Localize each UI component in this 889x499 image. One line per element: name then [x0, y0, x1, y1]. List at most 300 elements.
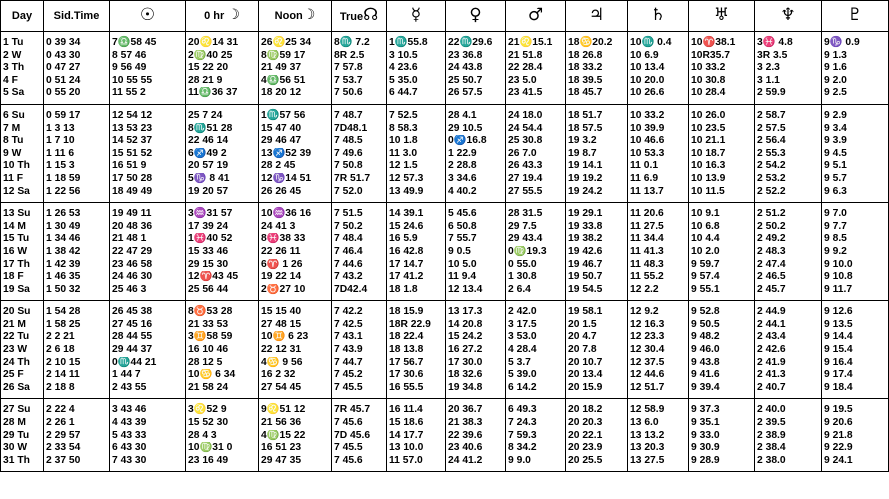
header-true-node [332, 1, 387, 32]
cell-sidereal-time: 0 59 17 [44, 104, 110, 122]
table-row [1, 50, 889, 63]
cell-moon-noon: 9♌51 12 [259, 399, 332, 417]
cell-day: 28 M [1, 417, 44, 430]
cell-day: 11 F [1, 173, 44, 186]
cell-jupiter: 19 58.1 [566, 301, 628, 319]
cell-pluto: 9 8.5 [822, 233, 889, 246]
cell-sun: 7♎58 45 [110, 32, 186, 50]
cell-uranus: 10 21.1 [689, 135, 755, 148]
cell-jupiter: 18♋20.2 [566, 32, 628, 50]
cell-sidereal-time: 2 33 54 [44, 442, 110, 455]
cell-moon-0hr: 25 56 44 [186, 284, 259, 301]
cell-moon-noon: 18 20 12 [259, 87, 332, 104]
cell-neptune: 2 40.0 [755, 399, 822, 417]
cell-mercury: 3 10.5 [387, 50, 446, 63]
cell-sun: 1 44 7 [110, 369, 186, 382]
cell-moon-0hr: 25 7 24 [186, 104, 259, 122]
table-row [1, 75, 889, 88]
cell-sidereal-time: 2 22 4 [44, 399, 110, 417]
cell-neptune: 3 2.3 [755, 62, 822, 75]
cell-true-node: 7R 45.7 [332, 399, 387, 417]
cell-mars: 2 42.0 [506, 301, 566, 319]
cell-jupiter: 18 39.5 [566, 75, 628, 88]
header-moon-0hr [186, 1, 259, 32]
cell-sidereal-time: 1 42 39 [44, 259, 110, 272]
cell-neptune: 2 43.4 [755, 331, 822, 344]
table-header [1, 1, 889, 32]
cell-pluto: 9 4.5 [822, 148, 889, 161]
cell-mars: 3 53.0 [506, 331, 566, 344]
cell-day: 17 Th [1, 259, 44, 272]
saturn-icon: ♄ [650, 4, 666, 25]
cell-moon-0hr: 10♋ 6 34 [186, 369, 259, 382]
cell-saturn: 11 13.7 [628, 186, 689, 203]
cell-jupiter: 19 50.7 [566, 271, 628, 284]
cell-saturn: 12 9.2 [628, 301, 689, 319]
sun-icon: ☉ [139, 4, 156, 25]
table-body [1, 32, 889, 472]
cell-uranus: 10 6.8 [689, 221, 755, 234]
cell-saturn: 10 46.6 [628, 135, 689, 148]
cell-neptune: 2 54.2 [755, 160, 822, 173]
cell-day: 24 Th [1, 357, 44, 370]
cell-saturn: 10 39.9 [628, 123, 689, 136]
cell-moon-noon: 2♉27 10 [259, 284, 332, 301]
cell-jupiter: 18 45.7 [566, 87, 628, 104]
cell-saturn: 10 33.2 [628, 104, 689, 122]
cell-mercury: 11 57.0 [387, 455, 446, 472]
cell-mars: 2 6.4 [506, 284, 566, 301]
cell-moon-noon: 26♌25 34 [259, 32, 332, 50]
cell-neptune: 2 50.2 [755, 221, 822, 234]
cell-day: 29 Tu [1, 430, 44, 443]
cell-sidereal-time: 1 26 53 [44, 203, 110, 221]
cell-saturn: 13 27.5 [628, 455, 689, 472]
cell-sidereal-time: 0 39 34 [44, 32, 110, 50]
cell-true-node: 7 42.2 [332, 301, 387, 319]
table-row [1, 62, 889, 75]
cell-pluto: 9 15.4 [822, 344, 889, 357]
cell-jupiter: 19 3.2 [566, 135, 628, 148]
cell-true-node: 7 50.8 [332, 160, 387, 173]
cell-day: 1 Tu [1, 32, 44, 50]
cell-mars: 8 34.2 [506, 442, 566, 455]
cell-moon-noon: 10♊ 6 23 [259, 331, 332, 344]
cell-saturn: 11 0.1 [628, 160, 689, 173]
cell-day: 15 Tu [1, 233, 44, 246]
cell-venus: 20 36.7 [446, 399, 506, 417]
cell-moon-noon: 22 12 31 [259, 344, 332, 357]
cell-sun: 20 48 36 [110, 221, 186, 234]
cell-mercury: 7 52.5 [387, 104, 446, 122]
header-true-node-label: True [339, 10, 364, 23]
cell-saturn: 12 37.5 [628, 357, 689, 370]
cell-pluto: 9 2.0 [822, 75, 889, 88]
cell-neptune: 2 38.0 [755, 455, 822, 472]
table-row [1, 271, 889, 284]
cell-saturn: 11 55.2 [628, 271, 689, 284]
cell-venus: 2 28.8 [446, 160, 506, 173]
table-row [1, 87, 889, 104]
cell-sun: 23 46 58 [110, 259, 186, 272]
cell-true-node: 7 50.6 [332, 87, 387, 104]
cell-true-node: 7 45.5 [332, 382, 387, 399]
cell-true-node: 7 43.1 [332, 331, 387, 344]
cell-true-node: 7 49.6 [332, 148, 387, 161]
cell-day: 21 M [1, 319, 44, 332]
table-row [1, 104, 889, 122]
cell-true-node: 7 51.5 [332, 203, 387, 221]
cell-moon-0hr: 8♏51 28 [186, 123, 259, 136]
cell-jupiter: 20 10.7 [566, 357, 628, 370]
cell-moon-0hr: 15 22 20 [186, 62, 259, 75]
cell-moon-0hr: 12♈43 45 [186, 271, 259, 284]
cell-mercury: 14 17.7 [387, 430, 446, 443]
cell-mercury: 12 57.3 [387, 173, 446, 186]
cell-jupiter: 18 33.2 [566, 62, 628, 75]
cell-mars: 21♌15.1 [506, 32, 566, 50]
header-saturn [628, 1, 689, 32]
cell-pluto: 9 11.7 [822, 284, 889, 301]
cell-sidereal-time: 2 10 15 [44, 357, 110, 370]
cell-pluto: 9 3.4 [822, 123, 889, 136]
table-row [1, 221, 889, 234]
cell-uranus: 10 26.0 [689, 104, 755, 122]
venus-icon: ♀ [469, 4, 482, 25]
cell-jupiter: 19 14.1 [566, 160, 628, 173]
cell-true-node: 7R 51.7 [332, 173, 387, 186]
cell-jupiter: 19 8.7 [566, 148, 628, 161]
table-row [1, 203, 889, 221]
cell-mercury: 15 24.6 [387, 221, 446, 234]
table-row [1, 357, 889, 370]
cell-jupiter: 20 22.1 [566, 430, 628, 443]
cell-sun: 2 43 55 [110, 382, 186, 399]
cell-true-node: 7 45.5 [332, 442, 387, 455]
cell-venus: 4 40.2 [446, 186, 506, 203]
cell-uranus: 10R35.7 [689, 50, 755, 63]
cell-uranus: 9 55.1 [689, 284, 755, 301]
cell-saturn: 11 6.9 [628, 173, 689, 186]
header-venus [446, 1, 506, 32]
cell-sidereal-time: 1 54 28 [44, 301, 110, 319]
cell-saturn: 12 23.3 [628, 331, 689, 344]
cell-moon-0hr: 3♊58 59 [186, 331, 259, 344]
cell-moon-noon: 15 15 40 [259, 301, 332, 319]
cell-moon-0hr: 21 58 24 [186, 382, 259, 399]
cell-moon-noon: 29 46 47 [259, 135, 332, 148]
header-mercury [387, 1, 446, 32]
cell-pluto: 9 3.9 [822, 135, 889, 148]
cell-day: 25 F [1, 369, 44, 382]
cell-venus: 22 39.6 [446, 430, 506, 443]
cell-moon-0hr: 15 33 46 [186, 246, 259, 259]
cell-venus: 3 34.6 [446, 173, 506, 186]
cell-neptune: 2 57.5 [755, 123, 822, 136]
cell-mars: 21 51.8 [506, 50, 566, 63]
header-mars [506, 1, 566, 32]
cell-jupiter: 19 38.2 [566, 233, 628, 246]
cell-neptune: 3♓ 4.8 [755, 32, 822, 50]
cell-mars: 26 7.0 [506, 148, 566, 161]
cell-mars: 5 3.7 [506, 357, 566, 370]
table-row [1, 160, 889, 173]
cell-neptune: 2 48.3 [755, 246, 822, 259]
cell-moon-0hr: 11♎36 37 [186, 87, 259, 104]
cell-moon-0hr: 8♉53 28 [186, 301, 259, 319]
header-uranus [689, 1, 755, 32]
cell-day: 30 W [1, 442, 44, 455]
cell-moon-0hr: 21 33 53 [186, 319, 259, 332]
cell-sun: 15 51 52 [110, 148, 186, 161]
cell-jupiter: 19 46.7 [566, 259, 628, 272]
cell-day: 27 Su [1, 399, 44, 417]
cell-sidereal-time: 2 26 1 [44, 417, 110, 430]
cell-pluto: 9 21.8 [822, 430, 889, 443]
cell-neptune: 2 53.2 [755, 173, 822, 186]
header-sidereal-time: Sid.Time [44, 1, 110, 32]
cell-jupiter: 20 23.9 [566, 442, 628, 455]
cell-moon-noon: 28 2 45 [259, 160, 332, 173]
cell-sidereal-time: 2 2 21 [44, 331, 110, 344]
cell-pluto: 9 2.5 [822, 87, 889, 104]
cell-moon-0hr: 1♓40 52 [186, 233, 259, 246]
cell-sidereal-time: 0 51 24 [44, 75, 110, 88]
cell-venus: 1 22.9 [446, 148, 506, 161]
cell-sun: 13 53 23 [110, 123, 186, 136]
cell-neptune: 2 40.7 [755, 382, 822, 399]
cell-saturn: 11 41.3 [628, 246, 689, 259]
cell-saturn: 11 34.4 [628, 233, 689, 246]
cell-venus: 28 4.1 [446, 104, 506, 122]
header-moon-noon-label: Noon [274, 10, 303, 23]
cell-neptune: 2 58.7 [755, 104, 822, 122]
cell-neptune: 2 49.2 [755, 233, 822, 246]
cell-day: 2 W [1, 50, 44, 63]
cell-sidereal-time: 2 37 50 [44, 455, 110, 472]
cell-uranus: 9 50.5 [689, 319, 755, 332]
cell-mars: 7 24.3 [506, 417, 566, 430]
cell-saturn: 12 44.6 [628, 369, 689, 382]
cell-day: 14 M [1, 221, 44, 234]
cell-day: 19 Sa [1, 284, 44, 301]
cell-saturn: 10 26.6 [628, 87, 689, 104]
cell-mercury: 4 23.6 [387, 62, 446, 75]
cell-mercury: 18 1.8 [387, 284, 446, 301]
cell-sun: 12 54 12 [110, 104, 186, 122]
cell-mars: 26 43.3 [506, 160, 566, 173]
cell-moon-0hr: 20♌14 31 [186, 32, 259, 50]
cell-neptune: 2 39.5 [755, 417, 822, 430]
cell-mars: 9 9.0 [506, 455, 566, 472]
cell-venus: 17 30.0 [446, 357, 506, 370]
cell-true-node: 7 57.8 [332, 62, 387, 75]
cell-saturn: 11 20.6 [628, 203, 689, 221]
table-row [1, 442, 889, 455]
cell-day: 20 Su [1, 301, 44, 319]
table-row [1, 344, 889, 357]
cell-moon-0hr: 22 46 14 [186, 135, 259, 148]
cell-sidereal-time: 1 46 35 [44, 271, 110, 284]
table-row [1, 319, 889, 332]
cell-neptune: 2 41.3 [755, 369, 822, 382]
cell-moon-noon: 16 2 32 [259, 369, 332, 382]
cell-venus: 6 50.8 [446, 221, 506, 234]
cell-true-node: 7D42.4 [332, 284, 387, 301]
cell-moon-noon: 8♍59 17 [259, 50, 332, 63]
cell-neptune: 2 46.5 [755, 271, 822, 284]
cell-mercury: 14 39.1 [387, 203, 446, 221]
cell-saturn: 10 20.0 [628, 75, 689, 88]
cell-moon-noon: 13♐52 39 [259, 148, 332, 161]
cell-sun: 10 55 55 [110, 75, 186, 88]
cell-mercury: 17 41.2 [387, 271, 446, 284]
cell-neptune: 2 44.1 [755, 319, 822, 332]
cell-mars: 0♍19.3 [506, 246, 566, 259]
cell-saturn: 12 58.9 [628, 399, 689, 417]
cell-mercury: 18 13.8 [387, 344, 446, 357]
cell-saturn: 10 13.4 [628, 62, 689, 75]
cell-uranus: 9 43.8 [689, 357, 755, 370]
cell-moon-0hr: 29 15 30 [186, 259, 259, 272]
cell-mars: 1 30.8 [506, 271, 566, 284]
cell-uranus: 9 35.1 [689, 417, 755, 430]
cell-true-node: 7 45.6 [332, 455, 387, 472]
cell-day: 23 W [1, 344, 44, 357]
cell-uranus: 9 33.0 [689, 430, 755, 443]
cell-true-node: 7 50.2 [332, 221, 387, 234]
header-day: Day [1, 1, 44, 32]
cell-pluto: 9 12.6 [822, 301, 889, 319]
cell-uranus: 9 59.7 [689, 259, 755, 272]
cell-venus: 5 45.6 [446, 203, 506, 221]
cell-mercury: 17 56.7 [387, 357, 446, 370]
cell-moon-noon: 1♏57 56 [259, 104, 332, 122]
cell-moon-noon: 6♈ 1 26 [259, 259, 332, 272]
cell-sun: 26 45 38 [110, 301, 186, 319]
header-moon-noon [259, 1, 332, 32]
cell-saturn: 13 20.3 [628, 442, 689, 455]
cell-day: 31 Th [1, 455, 44, 472]
cell-jupiter: 19 33.8 [566, 221, 628, 234]
cell-moon-0hr: 20 57 19 [186, 160, 259, 173]
cell-sun: 18 49 49 [110, 186, 186, 203]
cell-day: 8 Tu [1, 135, 44, 148]
cell-sidereal-time: 0 47 27 [44, 62, 110, 75]
cell-uranus: 9 48.2 [689, 331, 755, 344]
cell-mercury: 1♏55.8 [387, 32, 446, 50]
cell-sun: 28 44 55 [110, 331, 186, 344]
cell-mars: 27 55.5 [506, 186, 566, 203]
cell-mars: 29 7.5 [506, 221, 566, 234]
cell-pluto: 9 10.0 [822, 259, 889, 272]
cell-jupiter: 20 15.9 [566, 382, 628, 399]
cell-saturn: 13 13.2 [628, 430, 689, 443]
cell-neptune: 3R 3.5 [755, 50, 822, 63]
cell-true-node: 7D48.1 [332, 123, 387, 136]
cell-neptune: 2 59.9 [755, 87, 822, 104]
cell-pluto: 9 7.0 [822, 203, 889, 221]
cell-moon-noon: 4♋ 9 56 [259, 357, 332, 370]
cell-venus: 26 57.5 [446, 87, 506, 104]
cell-uranus: 10 11.5 [689, 186, 755, 203]
cell-pluto: 9 6.3 [822, 186, 889, 203]
cell-saturn: 12 30.4 [628, 344, 689, 357]
cell-venus: 16 27.2 [446, 344, 506, 357]
cell-pluto: 9 7.7 [822, 221, 889, 234]
cell-neptune: 2 38.9 [755, 430, 822, 443]
cell-uranus: 9 57.4 [689, 271, 755, 284]
cell-uranus: 10 30.8 [689, 75, 755, 88]
cell-uranus: 10 33.2 [689, 62, 755, 75]
cell-moon-0hr: 28 21 9 [186, 75, 259, 88]
cell-neptune: 2 41.9 [755, 357, 822, 370]
neptune-icon: ♆ [780, 4, 796, 25]
cell-mercury: 17 30.6 [387, 369, 446, 382]
cell-sun: 21 48 1 [110, 233, 186, 246]
cell-day: 13 Su [1, 203, 44, 221]
cell-sun: 4 43 39 [110, 417, 186, 430]
cell-day: 4 F [1, 75, 44, 88]
cell-sidereal-time: 1 15 3 [44, 160, 110, 173]
cell-true-node: 7 48.4 [332, 233, 387, 246]
cell-mercury: 13 10.0 [387, 442, 446, 455]
cell-moon-noon: 19 22 14 [259, 271, 332, 284]
table-row [1, 417, 889, 430]
cell-sun: 27 45 16 [110, 319, 186, 332]
cell-sidereal-time: 2 6 18 [44, 344, 110, 357]
cell-jupiter: 19 54.5 [566, 284, 628, 301]
cell-jupiter: 20 13.4 [566, 369, 628, 382]
cell-jupiter: 20 18.2 [566, 399, 628, 417]
cell-pluto: 9 2.9 [822, 104, 889, 122]
cell-true-node: 7 45.2 [332, 369, 387, 382]
cell-moon-noon: 26 26 45 [259, 186, 332, 203]
cell-moon-noon: 27 54 45 [259, 382, 332, 399]
cell-uranus: 10 4.4 [689, 233, 755, 246]
cell-moon-noon: 22 26 11 [259, 246, 332, 259]
uranus-icon: ♅ [713, 4, 730, 25]
cell-moon-noon: 24 41 3 [259, 221, 332, 234]
table-row [1, 284, 889, 301]
cell-mars: 22 28.4 [506, 62, 566, 75]
cell-pluto: 9 10.8 [822, 271, 889, 284]
cell-true-node: 7 43.2 [332, 271, 387, 284]
cell-sun: 29 44 37 [110, 344, 186, 357]
cell-moon-0hr: 16 10 46 [186, 344, 259, 357]
header-row [1, 1, 889, 32]
cell-mars: 4 28.4 [506, 344, 566, 357]
table-row [1, 32, 889, 50]
cell-mars: 23 5.0 [506, 75, 566, 88]
cell-sidereal-time: 1 50 32 [44, 284, 110, 301]
table-row [1, 135, 889, 148]
cell-mercury: 16 5.9 [387, 233, 446, 246]
cell-sun: 6 43 30 [110, 442, 186, 455]
cell-uranus: 9 41.6 [689, 369, 755, 382]
cell-mars: 23 41.5 [506, 87, 566, 104]
table-row [1, 369, 889, 382]
cell-mercury: 18 15.9 [387, 301, 446, 319]
cell-venus: 13 17.3 [446, 301, 506, 319]
cell-uranus: 9 39.4 [689, 382, 755, 399]
jupiter-icon: ♃ [588, 4, 605, 25]
cell-venus: 18 32.6 [446, 369, 506, 382]
cell-moon-noon: 8♓38 33 [259, 233, 332, 246]
cell-uranus: 10 16.3 [689, 160, 755, 173]
cell-mercury: 15 18.6 [387, 417, 446, 430]
cell-true-node: 7 52.0 [332, 186, 387, 203]
